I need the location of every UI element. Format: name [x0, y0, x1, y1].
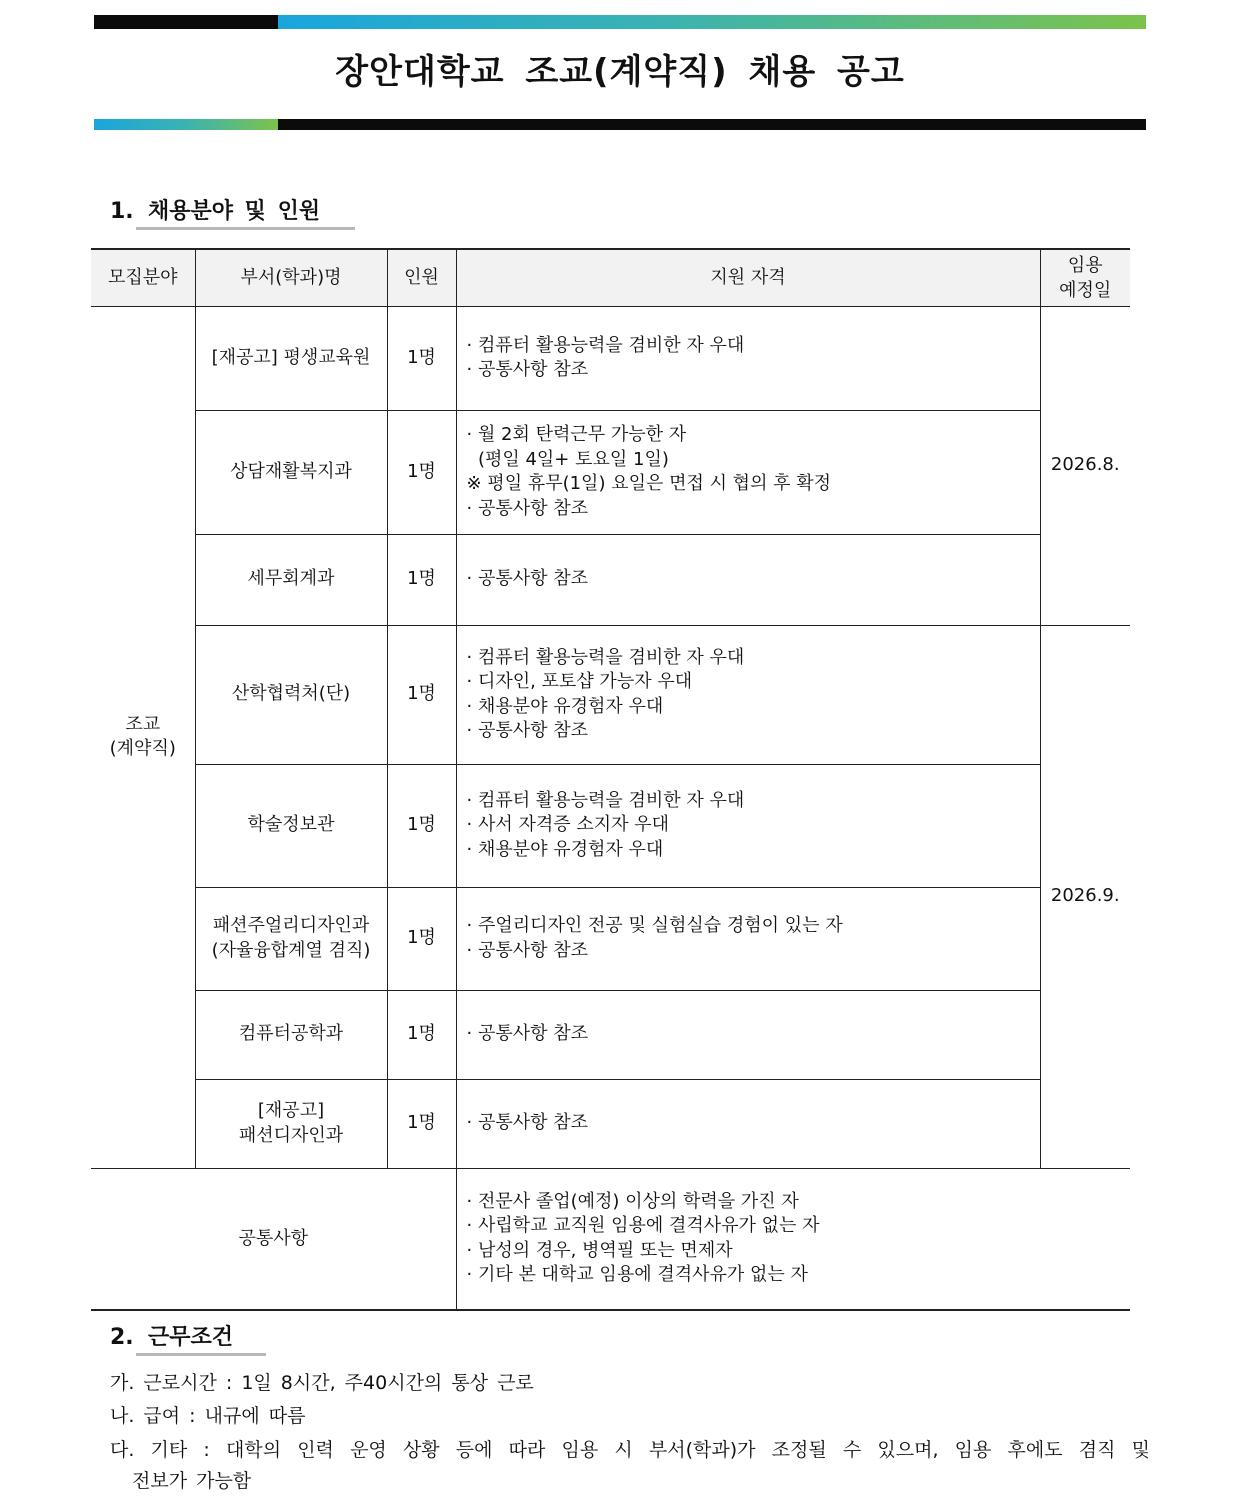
condition-other-line2: 전보가 가능함: [132, 1470, 252, 1492]
qualification-item: · 월 2회 탄력근무 가능한 자: [466, 424, 687, 445]
qualification-item: · 공통사항 참조: [466, 1112, 588, 1134]
common-items-cell: [456, 1168, 1130, 1310]
section1-underline: [136, 227, 355, 230]
qualification-item: · 컴퓨터 활용능력을 겸비한 자 우대: [466, 334, 745, 356]
qualification-item: · 주얼리디자인 전공 및 실험실습 경험이 있는 자: [466, 915, 843, 936]
dept-cell: [195, 990, 387, 1079]
qualification-cell: [456, 625, 1040, 764]
dept-line1: [재공고] 평생교육원: [211, 346, 371, 368]
top-bar-black: [94, 15, 278, 29]
table-header-row: [91, 249, 1130, 306]
bottom-bar-black: [278, 119, 1146, 130]
table-row: [91, 534, 1130, 625]
qualification-cell: [456, 410, 1040, 534]
top-bar-gradient: [278, 15, 1146, 29]
condition-salary: 나. 급여 : 내규에 따름: [110, 1405, 306, 1427]
qualification-cell: [456, 887, 1040, 990]
table-row: [91, 306, 1130, 410]
qualification-item: · 공통사항 참조: [466, 939, 588, 961]
field-line2: (계약직): [109, 738, 176, 759]
appointment-date-cell: 2026.9.: [1040, 625, 1130, 1168]
table-row: [91, 410, 1130, 534]
dept-line1: 세무회계과: [247, 568, 335, 590]
table-row: [91, 990, 1130, 1079]
section2-underline: [136, 1353, 266, 1356]
recruitment-table: [91, 248, 1130, 1311]
table-row: [91, 764, 1130, 887]
field-line1: 조교: [125, 713, 161, 735]
dept-line1: [재공고]: [257, 1100, 325, 1121]
header-count: 인원: [387, 249, 456, 306]
section2-number: 2.: [110, 1325, 134, 1350]
section1-number: 1.: [110, 199, 134, 224]
section1-heading: [110, 194, 320, 225]
count-cell: 1명: [387, 990, 456, 1079]
header-qualification: 지원 자격: [456, 249, 1040, 306]
qualification-item: · 컴퓨터 활용능력을 겸비한 자 우대: [466, 646, 745, 668]
qualification-item: · 공통사항 참조: [466, 497, 588, 519]
common-item: · 전문사 졸업(예정) 이상의 학력을 가진 자: [466, 1190, 799, 1212]
common-label: 공통사항: [91, 1168, 456, 1310]
qualification-item: · 컴퓨터 활용능력을 겸비한 자 우대: [466, 789, 745, 811]
header-date-line2: 예정일: [1059, 279, 1112, 301]
dept-cell: [195, 1079, 387, 1168]
common-item: · 남성의 경우, 병역필 또는 면제자: [466, 1239, 733, 1261]
qualification-item: · 채용분야 유경험자 우대: [466, 838, 664, 860]
qualification-item: · 채용분야 유경험자 우대: [466, 695, 664, 717]
dept-cell: [195, 764, 387, 887]
table-row: [91, 1079, 1130, 1168]
qualification-item: · 디자인, 포토샵 가능자 우대: [466, 671, 693, 692]
count-cell: 1명: [387, 534, 456, 625]
qualification-item: · 공통사항 참조: [466, 1023, 588, 1045]
qualification-item: · 공통사항 참조: [466, 359, 588, 380]
common-item: · 사립학교 교직원 임용에 결격사유가 없는 자: [466, 1215, 820, 1237]
qualification-item: · 사서 자격증 소지자 우대: [466, 814, 669, 836]
table-row: [91, 625, 1130, 764]
qualification-item: · 공통사항 참조: [466, 568, 588, 590]
qualification-cell: [456, 990, 1040, 1079]
table-row: [91, 887, 1130, 990]
bottom-bar-gradient: [94, 119, 278, 130]
dept-cell: [195, 625, 387, 764]
bottom-decoration-bar: [94, 119, 1146, 130]
dept-line2: 패션디자인과: [238, 1124, 344, 1146]
count-cell: 1명: [387, 1079, 456, 1168]
qualification-cell: [456, 306, 1040, 410]
header-appointment-date: [1040, 249, 1130, 306]
dept-line2: (자율융합계열 겸직): [211, 939, 371, 961]
condition-work-hours: 가. 근로시간 : 1일 8시간, 주40시간의 통상 근로: [110, 1372, 534, 1394]
dept-line1: 산학협력처(단): [231, 683, 351, 705]
dept-line1: 학술정보관: [247, 814, 335, 836]
dept-line1: 컴퓨터공학과: [238, 1023, 344, 1045]
section2-title: 근무조건: [148, 1325, 234, 1350]
condition-other-line1: 다. 기타 : 대학의 인력 운영 상황 등에 따라 임용 시 부서(학과)가 조정될 수 있으며, 임용 후에도 겸직 및: [110, 1439, 1150, 1461]
section2-heading: [110, 1320, 233, 1351]
count-cell: 1명: [387, 625, 456, 764]
dept-line1: 상담재활복지과: [230, 460, 352, 482]
page-title: 장안대학교 조교(계약직) 채용 공고: [335, 52, 905, 92]
dept-cell: [195, 887, 387, 990]
common-requirements-row: [91, 1168, 1130, 1310]
dept-cell: [195, 410, 387, 534]
top-decoration-bar: [94, 15, 1146, 29]
qualification-cell: [456, 764, 1040, 887]
common-item: · 기타 본 대학교 임용에 결격사유가 없는 자: [466, 1264, 808, 1286]
header-dept: 부서(학과)명: [195, 249, 387, 306]
dept-cell: [195, 534, 387, 625]
qualification-cell: [456, 1079, 1040, 1168]
field-cell: [91, 306, 195, 1168]
qualification-item: · 공통사항 참조: [466, 720, 588, 741]
header-field: 모집분야: [91, 249, 195, 306]
dept-line1: 패션주얼리디자인과: [212, 915, 370, 936]
qualification-cell: [456, 534, 1040, 625]
count-cell: 1명: [387, 306, 456, 410]
qualification-item: (평일 4일+ 토요일 1일): [466, 448, 669, 470]
count-cell: 1명: [387, 887, 456, 990]
dept-cell: [195, 306, 387, 410]
section1-title: 채용분야 및 인원: [148, 199, 321, 224]
count-cell: 1명: [387, 764, 456, 887]
header-date-line1: 임용: [1067, 254, 1103, 276]
appointment-date-cell: 2026.8.: [1040, 306, 1130, 625]
count-cell: 1명: [387, 410, 456, 534]
qualification-note: ※ 평일 휴무(1일) 요일은 면접 시 협의 후 확정: [466, 473, 832, 494]
